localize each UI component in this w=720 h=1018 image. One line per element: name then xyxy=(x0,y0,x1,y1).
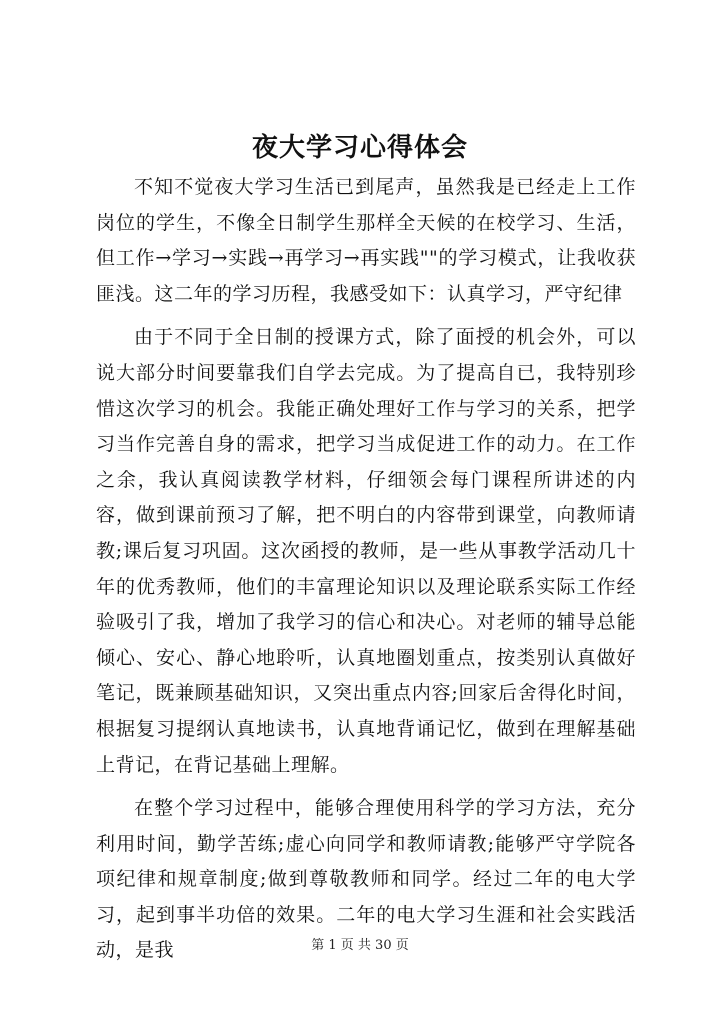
page-number-footer: 第 1 页 共 30 页 xyxy=(311,938,409,953)
paragraph-2: 由于不同于全日制的授课方式，除了面授的机会外，可以说大部分时间要靠我们自学去完成。为了提高自已，我特别珍惜这次学习的机会。我能正确处理好工作与学习的关系，把学习当作完善自身的需求，把学习当成促进工作的动力。在工作之余，我认真阅读教学材料，仔细领会每门课程所讲述的内容，做到课前预习了解，把不明白的内容带到课堂，向教师请教;课后复习巩固。这次函授的教师，是一些从事教学活动几十年的优秀教师，他们的丰富理论知识以及理论联系实际工作经验吸引了我，增加了我学习的信心和决心。对老师的辅导总能倾心、安心、静心地聆听，认真地圈划重点，按类别认真做好笔记，既兼顾基础知识，又突出重点内容;回家后舍得化时间，根据复习提纲认真地读书，认真地背诵记忆，做到在理解基础上背记，在背记基础上理解。 xyxy=(96,326,636,776)
paragraph-3: 在整个学习过程中，能够合理使用科学的学习方法，充分利用时间，勤学苦练;虚心向同学和教师请教;能够严守学院各项纪律和规章制度;做到尊敬教师和同学。经过二年的电大学习，起到事半功倍的效果。二年的电大学习生涯和社会实践活动，是我 xyxy=(96,797,636,962)
document-body xyxy=(96,170,636,977)
paragraph-1: 不知不觉夜大学习生活已到尾声，虽然我是已经走上工作岗位的学生，不像全日制学生那样全天候的在校学习、生活，但工作→学习→实践→再学习→再实践""的学习模式，让我收获匪浅。这二年的学习历程，我感受如下：认真学习，严守纪律 xyxy=(96,176,636,305)
document-title: 夜大学习心得体会 xyxy=(251,133,468,163)
